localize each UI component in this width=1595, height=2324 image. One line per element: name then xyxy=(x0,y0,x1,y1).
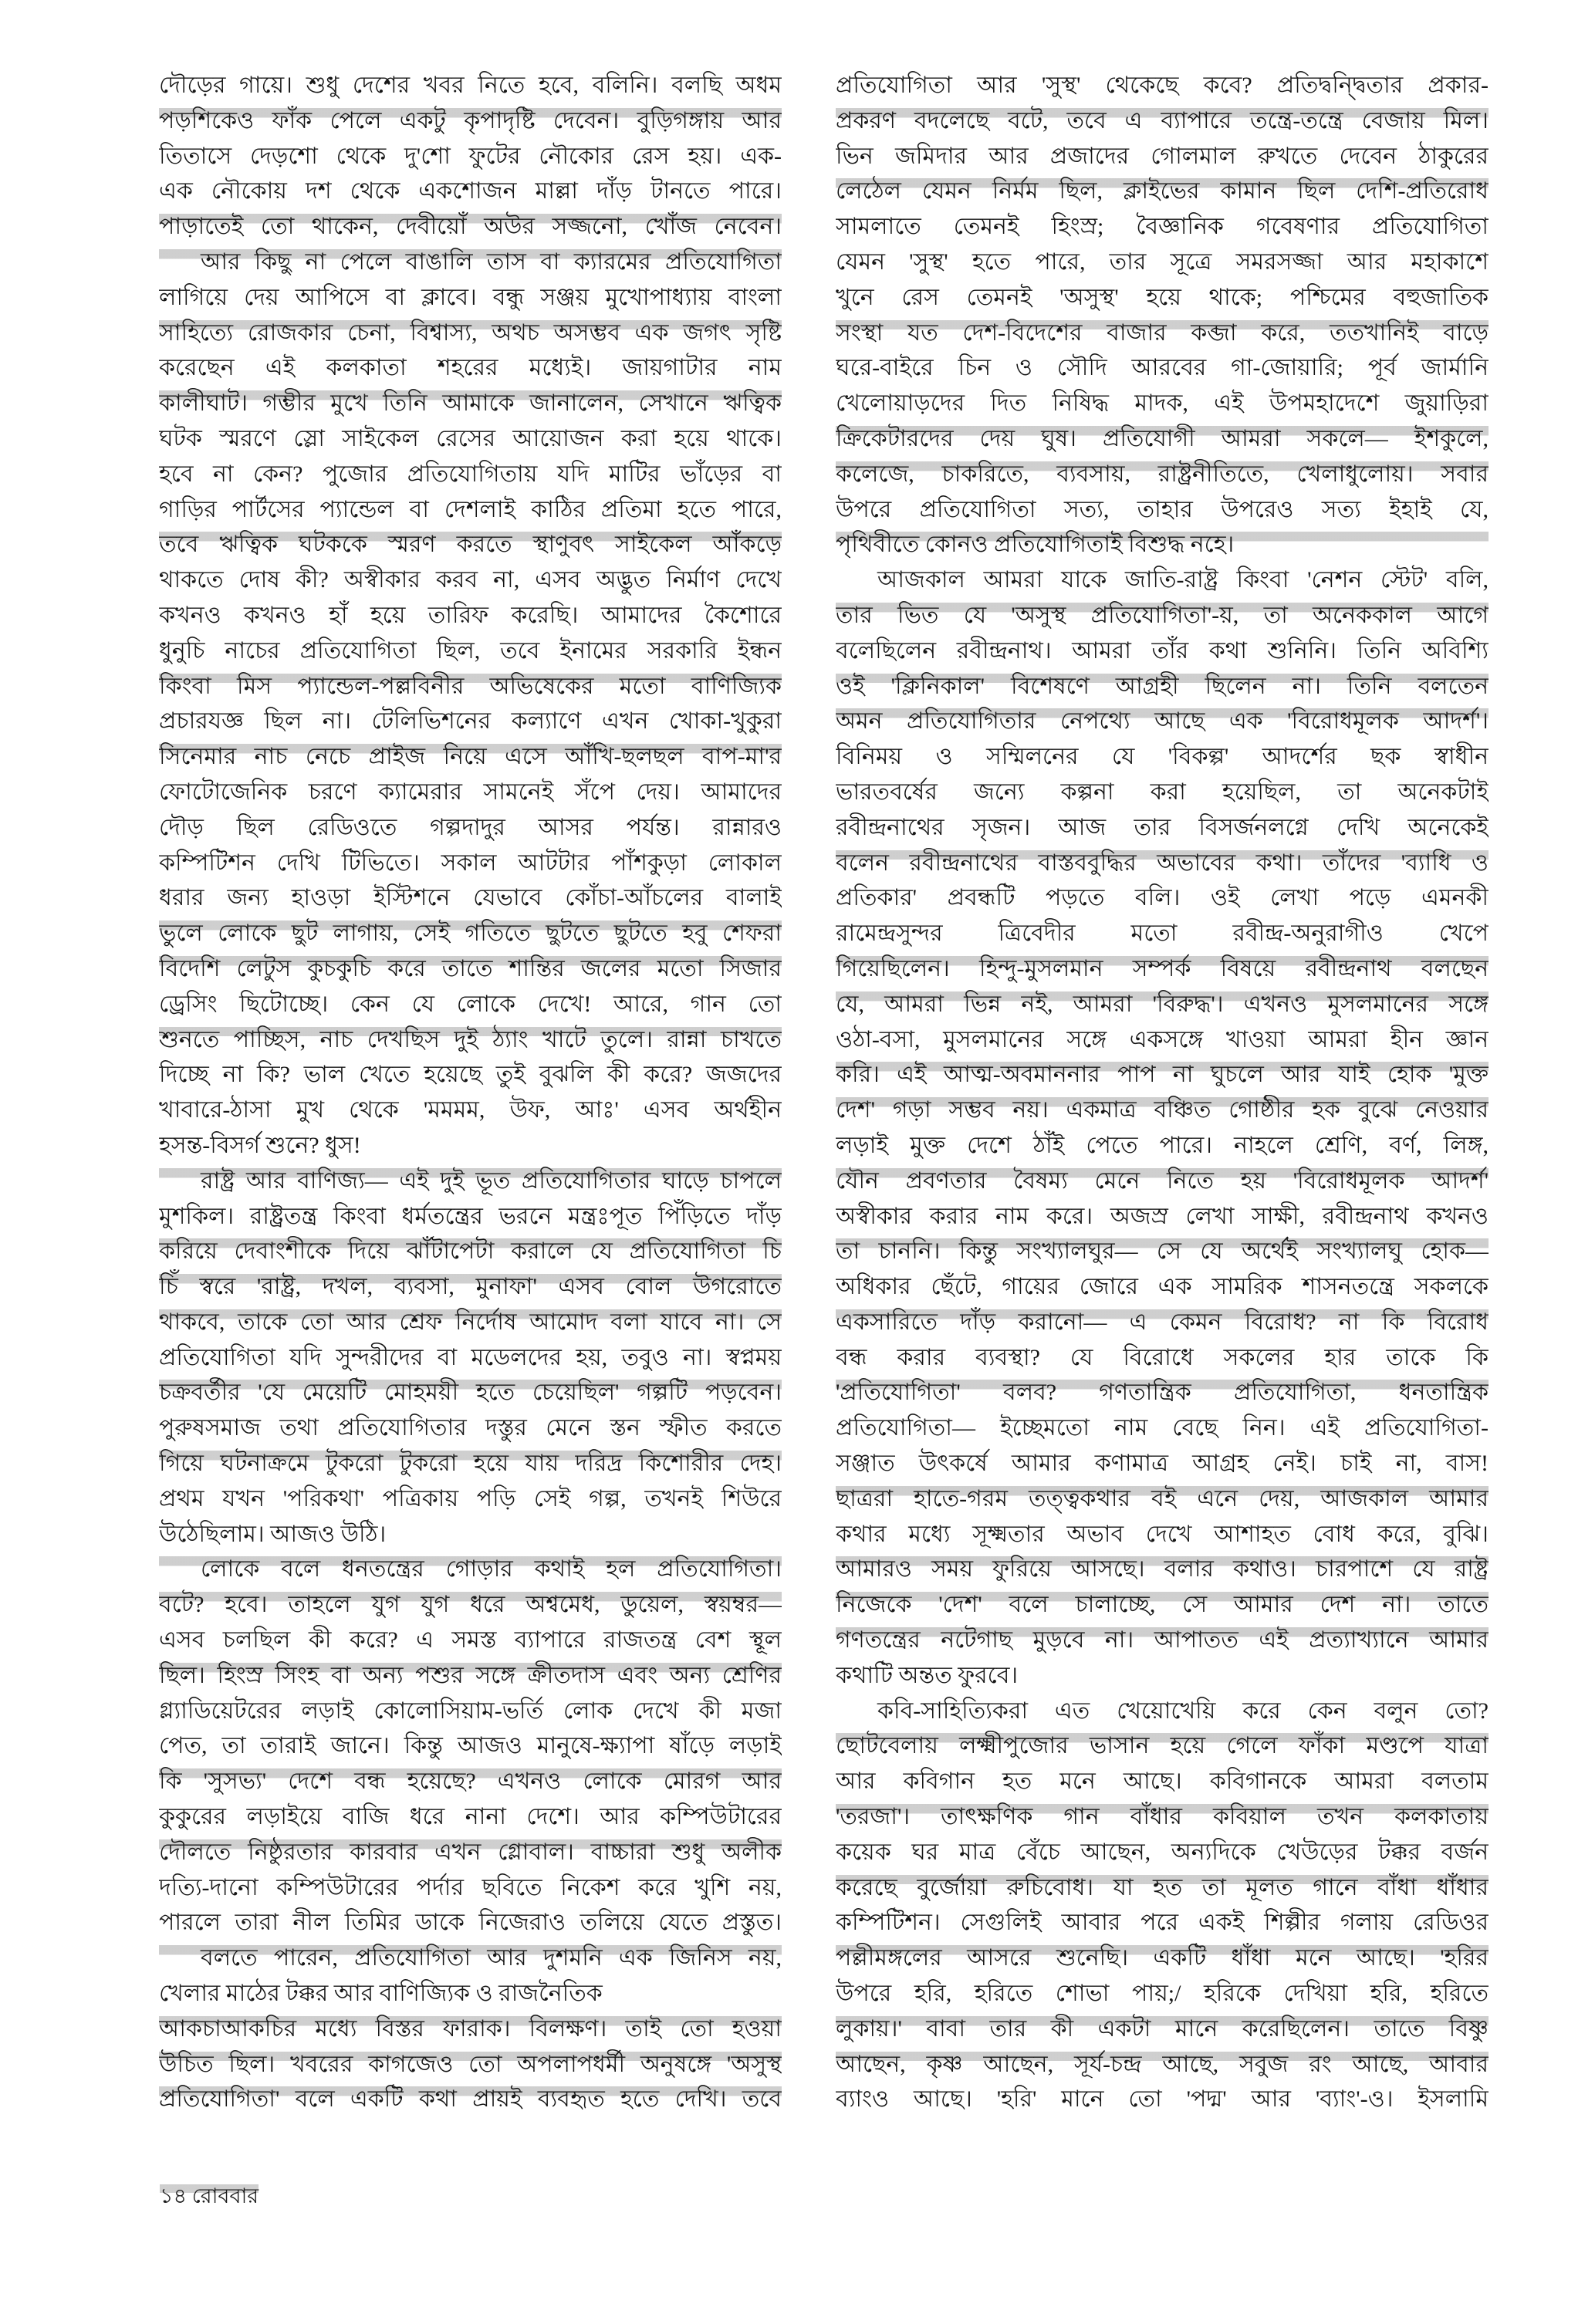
text-line: উচিত ছিল। খবরের কাগজেও তো অপলাপধর্মী অনুষঙ্গে 'অসুস্থ xyxy=(159,2047,782,2082)
text-line: উপরে প্রতিযোগিতা সত্য, তাহার উপরেও সত্য ইহাই যে, xyxy=(836,496,1489,522)
text-line: দিচ্ছে না কি? ভাল খেতে হয়েছে তুই বুঝলি কী করে? জজদের xyxy=(159,1062,782,1088)
text-line: আজকাল আমরা যাকে জাতি-রাষ্ট্র কিংবা 'নেশন স্টেট' বলি, xyxy=(877,567,1489,593)
text-line: অমন প্রতিযোগিতার নেপথ্যে আছে এক 'বিরোধমূলক আদর্শ'। xyxy=(836,704,1489,739)
text-line: দৌড় ছিল রেডিওতে গল্পদাদুর আসর পর্যন্ত। রান্নারও xyxy=(159,814,782,840)
text-line: ছিল। হিংস্র সিংহ বা অন্য পশুর সঙ্গে ক্রীতদাস এবং অন্য শ্রেণির xyxy=(159,1658,782,1694)
text-line: কয়েক ঘর মাত্র বেঁচে আছেন, অন্যদিকে খেউড়ের টক্কর বর্জন xyxy=(836,1839,1489,1865)
text-line: নিজেকে 'দেশ' বলে চালাচ্ছে, সে আমার দেশ না। তাতে xyxy=(836,1587,1489,1623)
text-line: লুকায়।' বাবা তার কী একটা মানে করেছিলেন। তাতে বিষ্ণু xyxy=(836,2012,1489,2047)
text-line: করেছে বুর্জোয়া রুচিবোধ। যা হত তা মূলত গানে বাঁধা ধাঁধার xyxy=(836,1870,1489,1906)
text-line: সিনেমার নাচ নেচে প্রাইজ নিয়ে এসে আঁখি-ছলছল বাপ-মা'র xyxy=(159,739,782,775)
text-line: গাড়ির পার্টসের প্যান্ডেল বা দেশলাই কাঠির প্রতিমা হতে পারে, xyxy=(159,496,782,522)
text-line: পাড়াতেই তো থাকেন, দেবীয়োঁ অউর সজ্জনো, খোঁজ নেবেন। xyxy=(159,209,782,245)
text-line: যৌন প্রবণতার বৈষম্য মেনে নিতে হয় 'বিরোধমূলক আদর্শ' xyxy=(836,1164,1489,1199)
text-line: ব্যাংও আছে। 'হরি' মানে তো 'পদ্ম' আর 'ব্যাং'-ও। ইসলামি xyxy=(836,2086,1489,2113)
text-line: করিয়ে দেবাংশীকে দিয়ে ঝাঁটাপেটা করালে যে প্রতিযোগিতা চি xyxy=(159,1234,782,1269)
text-line: ওঠা-বসা, মুসলমানের সঙ্গে একসঙ্গে খাওয়া আমরা হীন জ্ঞান xyxy=(836,1026,1489,1052)
text-line: থাকতে দোষ কী? অস্বীকার করব না, এসব অদ্ভুত নির্মাণ দেখে xyxy=(159,567,782,593)
text-line: বিদেশি লেটুস কুচকুচি করে তাতে শান্তির জলের মতো সিজার xyxy=(159,951,782,987)
text-line: ওই 'ক্লিনিকাল' বিশেষণে আগ্রহী ছিলেন না। তিনি বলতেন xyxy=(836,669,1489,704)
text-line: কম্পিটিশন। সেগুলিই আবার পরে একই শিল্পীর গলায় রেডিওর xyxy=(836,1910,1489,1936)
text-line: কম্পিটিশন দেখি টিভিতে। সকাল আটটার পাঁশকুড়া লোকাল xyxy=(159,850,782,876)
text-line: প্রকরণ বদলেছে বটে, তবে এ ব্যাপারে তন্ত্রে-তন্ত্রে বেজায় মিল। xyxy=(836,103,1489,139)
text-line: পৃথিবীতে কোনও প্রতিযোগিতাই বিশুদ্ধ নহে। xyxy=(836,527,1489,562)
text-line: খাবারে-ঠাসা মুখ থেকে 'মমমম, উফ, আঃ' এসব অর্থহীন xyxy=(159,1097,782,1123)
text-line: উপরে হরি, হরিতে শোভা পায়;/ হরিকে দেখিয়া হরি, হরিতে xyxy=(836,1981,1489,2007)
text-line: যেমন 'সুস্থ' হতে পারে, তার সূত্রে সমরসজ্জা আর মহাকাশে xyxy=(836,248,1489,275)
text-line: পড়শিকেও ফাঁক পেলে একটু কৃপাদৃষ্টি দেবেন। বুড়িগঙ্গায় আর xyxy=(159,103,782,139)
text-line: করেছেন এই কলকাতা শহরের মধ্যেই। জায়গাটার নাম xyxy=(159,355,782,381)
text-line: ছোটবেলায় লক্ষ্মীপুজোর ভাসান হয়ে গেলে ফাঁকা মণ্ডপে যাত্রা xyxy=(836,1728,1489,1764)
text-line: ড্রেসিং ছিটোচ্ছে। কেন যে লোকে দেখে! আরে, গান তো xyxy=(159,991,782,1017)
text-line: কখনও কখনও হাঁ হয়ে তারিফ করেছি। আমাদের কৈশোরে xyxy=(159,602,782,628)
text-line: ভিন জমিদার আর প্রজাদের গোলমাল রুখতে দেবেন ঠাকুরের xyxy=(836,143,1489,169)
text-line: তিতাসে দেড়শো থেকে দু'শো ফুটের নৌকোর রেস হয়। এক- xyxy=(159,143,782,169)
text-line: প্রতিযোগিতা আর 'সুস্থ' থেকেছে কবে? প্রতিদ্বন্দ্বিতার প্রকার- xyxy=(836,73,1489,98)
text-line: চিঁ স্বরে 'রাষ্ট্র, দখল, ব্যবসা, মুনাফা' এসব বোল উগরোতে xyxy=(159,1269,782,1305)
text-line: ছাত্ররা হাতে-গরম তত্ত্বকথার বই এনে দেয়, আজকাল আমার xyxy=(836,1481,1489,1517)
page-number-footer: ১৪ রোববার xyxy=(160,2180,259,2211)
text-line: দেশ' গড়া সম্ভব নয়। একমাত্র বঞ্চিত গোষ্ঠীর হক বুঝে নেওয়ার xyxy=(836,1093,1489,1128)
text-line: চক্রবর্তীর 'যে মেয়েটি মোহময়ী হতে চেয়েছিল' গল্পটি পড়বেন। xyxy=(159,1375,782,1410)
text-line: প্রতিযোগিতা— ইচ্ছেমতো নাম বেছে নিন। এই প্রতিযোগিতা- xyxy=(836,1415,1489,1441)
text-line: ক্রিকেটারদের দেয় ঘুষ। প্রতিযোগী আমরা সকলে— ইশকুলে, xyxy=(836,421,1489,457)
text-line: ঘটক স্মরণে স্লো সাইকেল রেসের আয়োজন করা হয়ে থাকে। xyxy=(159,425,782,451)
text-line: করি। এই আত্ম-অবমাননার পাপ না ঘুচলে আর যাই হোক 'মুক্ত xyxy=(836,1057,1489,1093)
text-line: ধরার জন্য হাওড়া ইস্টিশনে যেভাবে কোঁচা-আঁচলের বালাই xyxy=(159,885,782,911)
text-line: সামলাতে তেমনই হিংস্র; বৈজ্ঞানিক গবেষণার প্রতিযোগিতা xyxy=(836,214,1489,240)
text-line: যে, আমরা ভিন্ন নই, আমরা 'বিরুদ্ধ'। এখনও মুসলমানের সঙ্গে xyxy=(836,987,1489,1022)
text-line: রবীন্দ্রনাথের সৃজন। আজ তার বিসর্জনলগ্নে দেখি অনেকেই xyxy=(836,814,1489,840)
column-left xyxy=(159,68,782,2117)
text-line: লোকে বলে ধনতন্ত্রের গোড়ার কথাই হল প্রতিযোগিতা। xyxy=(159,1552,782,1587)
text-line: বিনিময় ও সম্মিলনের যে 'বিকল্প' আদর্শের ছক স্বাধীন xyxy=(836,744,1489,770)
text-line: গিয়ে ঘটনাক্রমে টুকরো টুকরো হয়ে যায় দরিদ্র কিশোরীর দেহ। xyxy=(159,1446,782,1481)
text-line: খেলোয়াড়দের দিত নিষিদ্ধ মাদক, এই উপমহাদেশে জুয়াড়িরা xyxy=(836,390,1489,417)
text-line: উঠেছিলাম। আজও উঠি। xyxy=(159,1521,387,1547)
text-line: লাগিয়ে দেয় আপিসে বা ক্লাবে। বন্ধু সঞ্জয় মুখোপাধ্যায় বাংলা xyxy=(159,284,782,310)
text-line: কালীঘাট। গম্ভীর মুখে তিনি আমাকে জানালেন, সেখানে ঋত্বিক xyxy=(159,386,782,421)
text-line: আর কবিগান হত মনে আছে। কবিগানকে আমরা বলতাম xyxy=(836,1768,1489,1795)
text-line: কি 'সুসভ্য' দেশে বন্ধ হয়েছে? এখনও লোকে মোরগ আর xyxy=(159,1764,782,1799)
text-line: পারলে তারা নীল তিমির ডাকে নিজেরাও তলিয়ে যেতে প্রস্তুত। xyxy=(159,1910,782,1936)
text-line: তবে ঋত্বিক ঘটককে স্মরণ করতে স্থাণুবৎ সাইকেল আঁকড়ে xyxy=(159,527,782,562)
text-line: কবি-সাহিত্যিকরা এত খেয়োখেয়ি করে কেন বলুন তো? xyxy=(877,1697,1489,1724)
text-line: হসন্ত-বিসর্গ শুনে? ধুস! xyxy=(159,1132,361,1158)
text-line: অস্বীকার করার নাম করে। অজস্র লেখা সাক্ষী, রবীন্দ্রনাথ কখনও xyxy=(836,1203,1489,1229)
text-line: তার ভিত যে 'অসুস্থ প্রতিযোগিতা'-য়, তা অনেককাল আগে xyxy=(836,598,1489,633)
text-line: প্রতিযোগিতা' বলে একটি কথা প্রায়ই ব্যবহৃত হতে দেখি। তবে xyxy=(159,2082,782,2117)
text-line: বন্ধ করার ব্যবস্থা? যে বিরোধে সকলের হার তাকে কি xyxy=(836,1344,1489,1370)
text-line: বটে? হবে। তাহলে যুগ যুগ ধরে অশ্বমেধ, ডুয়েল, স্বয়ম্বর— xyxy=(159,1587,782,1623)
text-line: ভুলে লোকে ছুট লাগায়, সেই গতিতে ছুটতে ছুটতে হবু শেফরা xyxy=(159,916,782,951)
text-line: কিংবা মিস প্যান্ডেল-পল্লবিনীর অভিষেকের মতো বাণিজ্যিক xyxy=(159,669,782,704)
text-line: লড়াই মুক্ত দেশে ঠাঁই পেতে পারে। নাহলে শ্রেণি, বর্ণ, লিঙ্গ, xyxy=(836,1132,1489,1158)
text-line: বলেছিলেন রবীন্দ্রনাথ। আমরা তাঁর কথা শুনিনি। তিনি অবিশ্যি xyxy=(836,637,1489,664)
text-line: ধুনুচি নাচের প্রতিযোগিতা ছিল, তবে ইনামের সরকারি ইন্ধন xyxy=(159,637,782,664)
text-line: ফোটোজেনিক চরণে ক্যামেরার সামনেই সঁপে দেয়। আমাদের xyxy=(159,779,782,805)
text-line: প্রতিযোগিতা যদি সুন্দরীদের বা মডেলদের হয়, তবুও না। স্বপ্নময় xyxy=(159,1344,782,1370)
text-line: প্রথম যখন 'পরিকথা' পত্রিকায় পড়ি সেই গল্প, তখনই শিউরে xyxy=(159,1485,782,1512)
text-line: অধিকার ছেঁটে, গায়ের জোরে এক সামরিক শাসনতন্ত্রে সকলকে xyxy=(836,1274,1489,1300)
text-line: কলেজে, চাকরিতে, ব্যবসায়, রাষ্ট্রনীতিতে, খেলাধুলোয়। সবার xyxy=(836,457,1489,492)
text-line: থাকবে, তাকে তো আর শ্রেফ নির্দোষ আমোদ বলা যাবে না। সে xyxy=(159,1305,782,1340)
text-line: শুনতে পাচ্ছিস, নাচ দেখছিস দুই ঠ্যাং খাটে তুলে। রান্না চাখতে xyxy=(159,1022,782,1058)
text-line: গিয়েছিলেন। হিন্দু-মুসলমান সম্পর্ক বিষয়ে রবীন্দ্রনাথ বলছেন xyxy=(836,951,1489,987)
text-line: রামেন্দ্রসুন্দর ত্রিবেদীর মতো রবীন্দ্র-অনুরাগীও খেপে xyxy=(836,920,1489,947)
text-line: দৌলতে নিষ্ঠুরতার কারবার এখন গ্লোবাল। বাচ্চারা শুধু অলীক xyxy=(159,1835,782,1870)
text-line: ভারতবর্ষের জন্যে কল্পনা করা হয়েছিল, তা অনেকটাই xyxy=(836,779,1489,805)
text-line: প্রতিকার' প্রবন্ধটি পড়তে বলি। ওই লেখা পড়ে এমনকী xyxy=(836,885,1489,911)
text-line: পল্লীমঙ্গলের আসরে শুনেছি। একটি ধাঁধা মনে আছে। 'হরির xyxy=(836,1941,1489,1976)
column-right xyxy=(836,68,1489,2117)
text-line: রাষ্ট্র আর বাণিজ্য— এই দুই ভূত প্রতিযোগিতার ঘাড়ে চাপলে xyxy=(159,1164,782,1199)
text-line: এসব চলছিল কী করে? এ সমস্ত ব্যাপারে রাজতন্ত্র বেশ স্থূল xyxy=(159,1627,782,1653)
text-line: এক নৌকোয় দশ থেকে একশোজন মাল্লা দাঁড় টানতে পারে। xyxy=(159,178,782,204)
text-line: আমারও সময় ফুরিয়ে আসছে। বলার কথাও। চারপাশে যে রাষ্ট্র xyxy=(836,1552,1489,1587)
text-line: কথাটি অন্তত ফুরবে। xyxy=(836,1662,1019,1688)
text-line: বলেন রবীন্দ্রনাথের বাস্তববুদ্ধির অভাবের কথা। তাঁদের 'ব্যাধি ও xyxy=(836,846,1489,881)
text-line: তা চাননি। কিন্তু সংখ্যালঘুর— সে যে অর্থেই সংখ্যালঘু হোক— xyxy=(836,1234,1489,1269)
text-line: বলতে পারেন, প্রতিযোগিতা আর দুশমনি এক জিনিস নয়, xyxy=(159,1941,782,1976)
text-line: আর কিছু না পেলে বাঙালি তাস বা ক্যারমের প্রতিযোগিতা xyxy=(159,245,782,280)
text-line: 'প্রতিযোগিতা' বলব? গণতান্ত্রিক প্রতিযোগিতা, ধনতান্ত্রিক xyxy=(836,1375,1489,1410)
text-line: খেলার মাঠের টক্কর আর বাণিজ্যিক ও রাজনৈতিক xyxy=(159,1981,603,2007)
text-line: সংস্থা যত দেশ-বিদেশের বাজার কব্জা করে, ততখানিই বাড়ে xyxy=(836,316,1489,351)
text-line: গ্ল্যাডিয়েটরের লড়াই কোলোসিয়াম-ভর্তি লোক দেখে কী মজা xyxy=(159,1697,782,1724)
text-line: পুরুষসমাজ তথা প্রতিযোগিতার দস্তুর মেনে স্তন স্ফীত করতে xyxy=(159,1415,782,1441)
text-line: 'তরজা'। তাৎক্ষণিক গান বাঁধার কবিয়াল তখন কলকাতায় xyxy=(836,1799,1489,1835)
text-line: আকচাআকচির মধ্যে বিস্তর ফারাক। বিলক্ষণ। তাই তো হওয়া xyxy=(159,2012,782,2047)
text-line: লেঠেল যেমন নির্মম ছিল, ক্লাইভের কামান ছিল দেশি-প্রতিরোধ xyxy=(836,174,1489,209)
text-line: আছেন, কৃষ্ণ আছেন, সূর্য-চন্দ্র আছে, সবুজ রং আছে, আবার xyxy=(836,2047,1489,2082)
text-line: কথার মধ্যে সূক্ষ্মতার অভাব দেখে আশাহত বোধ করে, বুঝি। xyxy=(836,1521,1489,1547)
text-line: প্রচারযজ্ঞ ছিল না। টেলিভিশনের কল্যাণে এখন খোকা-খুকুরা xyxy=(159,708,782,735)
text-line: দত্যি-দানো কম্পিউটারের পর্দার ছবিতে নিকেশ করে খুশি নয়, xyxy=(159,1874,782,1900)
text-line: পেত, তা তারাই জানে। কিন্তু আজও মানুষে-ক্ষ্যাপা ষাঁড়ে লড়াই xyxy=(159,1733,782,1759)
text-line: সাহিত্যে রোজকার চেনা, বিশ্বাস্য, অথচ অসম্ভব এক জগৎ সৃষ্টি xyxy=(159,316,782,351)
text-line: খুনে রেস তেমনই 'অসুস্থ' হয়ে থাকে; পশ্চিমের বহুজাতিক xyxy=(836,284,1489,310)
text-line: কুকুরের লড়াইয়ে বাজি ধরে নানা দেশে। আর কম্পিউটারের xyxy=(159,1804,782,1830)
text-line: ঘরে-বাইরে চিন ও সৌদি আরবের গা-জোয়ারি; পূর্ব জার্মানি xyxy=(836,355,1489,381)
text-line: গণতন্ত্রের নটেগাছ মুড়বে না। আপাতত এই প্রত্যাখ্যানে আমার xyxy=(836,1623,1489,1658)
text-line: একসারিতে দাঁড় করানো— এ কেমন বিরোধ? না কি বিরোধ xyxy=(836,1305,1489,1340)
text-line: সঞ্জাত উৎকর্ষে আমার কণামাত্র আগ্রহ নেই। চাই না, বাস! xyxy=(836,1451,1489,1477)
text-line: হবে না কেন? পুজোর প্রতিযোগিতায় যদি মাটির ভাঁড়ের বা xyxy=(159,461,782,487)
text-line: মুশকিল। রাষ্ট্রতন্ত্র কিংবা ধর্মতন্ত্রের ভরনে মন্ত্রঃপূত পিঁড়িতে দাঁড় xyxy=(159,1203,782,1229)
text-line: দৌড়ের গায়ে। শুধু দেশের খবর নিতে হবে, বলিনি। বলছি অধম xyxy=(159,73,782,98)
